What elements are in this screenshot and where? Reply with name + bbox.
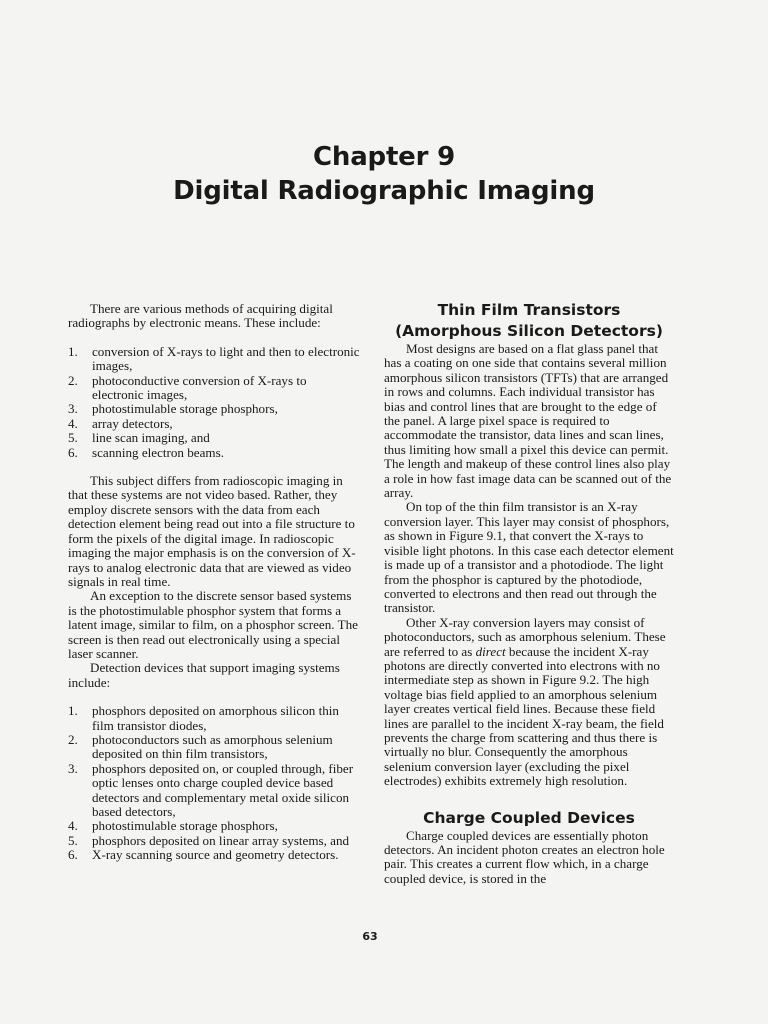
body-paragraph: Most designs are based on a flat glass panel that has a coating on one side that contains several million amorphous silicon transistors (TFTs) that are arranged in rows and columns. Each individual transistor has bias and control lines that are brought to the edge of the panel. A large pixel space is required to accommodate the transistor, data lines and scan lines, thus limiting how small a pixel this device can permit. The length and makeup of these control lines also play a role in how fast image data can be scanned out of the array. <box>384 341 672 501</box>
list-item: 3. photostimulable storage phosphors, <box>68 401 278 417</box>
right-column <box>384 300 674 886</box>
list-item: 2. photoconductors such as amorphous selenium deposited on thin film transistors, <box>68 731 333 762</box>
list-item: 5. line scan imaging, and <box>68 430 210 446</box>
list-item: 6. X-ray scanning source and geometry detectors. <box>68 847 339 863</box>
list-item: 4. array detectors, <box>68 415 173 431</box>
section-heading-ccd: Charge Coupled Devices <box>423 808 635 827</box>
list-item: 3. phosphors deposited on, or coupled through, fiber optic lenses onto charge coupled device based detectors and complementary metal oxide silicon based detectors, <box>68 760 354 819</box>
acquisition-methods-list <box>68 345 360 460</box>
section-heading-line: Thin Film Transistors <box>437 301 621 319</box>
emphasis-direct: direct <box>475 643 506 659</box>
chapter-label: Chapter 9 <box>313 142 455 172</box>
left-column <box>68 302 360 863</box>
list-item: 6. scanning electron beams. <box>68 444 224 460</box>
list-item: 1. conversion of X-rays to light and then to electronic images, <box>68 343 360 374</box>
page-number: 63 <box>362 930 378 943</box>
list-item: 1. phosphors deposited on amorphous silicon thin film transistor diodes, <box>68 703 339 733</box>
list-item: 2. photoconductive conversion of X-rays to electronic images, <box>68 372 307 403</box>
body-paragraph: Other X-ray conversion layers may consist of photoconductors, such as amorphous selenium. These are referred to as direct because the incident X-ray photons are directly converted into electrons with no intermediate step as shown in Figure 9.2. The high voltage bias field applied to an amorphous selenium layer creates vertical field lines. Because these field lines are parallel to the incident X-ray beam, the field prevents the charge from scattering and thus there is virtually no blur. Consequently the amorphous selenium conversion layer (excluding the pixel electrodes) exhibits extremely high resolution. <box>384 614 666 789</box>
list-item: 5. phosphors deposited on linear array systems, and <box>68 832 350 848</box>
body-paragraph: Charge coupled devices are essentially photon detectors. An incident photon creates an electron hole pair. This creates a current flow which, in a charge coupled device, is stored in the <box>384 827 665 886</box>
body-paragraph: This subject differs from radioscopic imaging in that these systems are not video based. Rather, they employ discrete sensors with the data from each detection element being read out into a file structure to form the pixels of the digital image. In radioscopic imaging the major emphasis is on the conversion of X-rays to analog electronic data that are viewed as video signals in real time. <box>68 473 356 589</box>
body-paragraph: Detection devices that support imaging systems include: <box>68 660 340 690</box>
list-item: 4. photostimulable storage phosphors, <box>68 818 278 834</box>
body-paragraph: An exception to the discrete sensor based systems is the photostimulable phosphor system that forms a latent image, similar to film, on a phosphor screen. The screen is then read out electronically using a special laser scanner. <box>68 588 358 661</box>
intro-paragraph: There are various methods of acquiring digital radiographs by electronic means. These include: <box>68 301 333 331</box>
section-heading-line: (Amorphous Silicon Detectors) <box>395 322 663 340</box>
chapter-name: Digital Radiographic Imaging <box>173 176 595 206</box>
section-heading-tft <box>384 300 674 342</box>
detection-devices-list <box>68 704 360 862</box>
body-paragraph: On top of the thin film transistor is an X-ray conversion layer. This layer may consist of phosphors, as shown in Figure 9.1, that convert the X-rays to visible light photons. In this case each detector element is made up of a transistor and a photodiode. The light from the phosphor is captured by the photodiode, converted to electrons and then read out through the transistor. <box>384 499 674 616</box>
chapter-title <box>0 140 768 208</box>
